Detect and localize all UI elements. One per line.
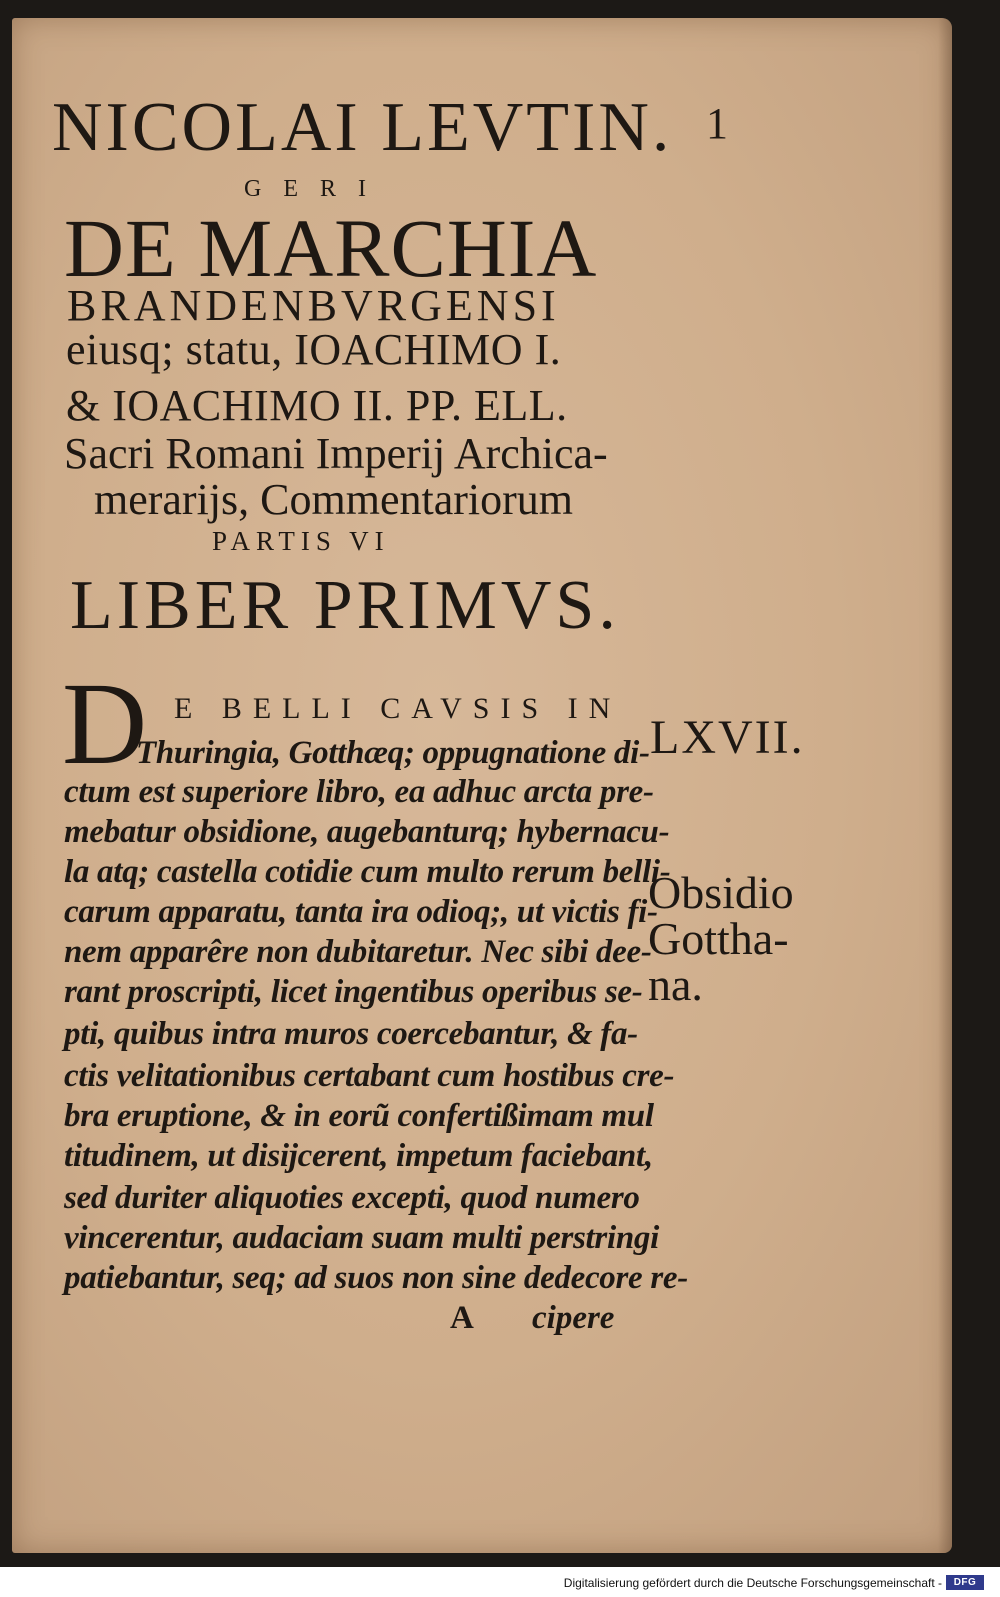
title-line: Sacri Romani Imperij Archica-: [64, 429, 608, 478]
title-main: DE MARCHIA: [64, 202, 598, 294]
body-line: sed duriter aliquoties excepti, quod numero: [64, 1180, 640, 1216]
footer-bar: [0, 1567, 1000, 1597]
title-author-continued: GERI: [244, 176, 388, 202]
title-line: merarijs, Commentariorum: [94, 475, 573, 524]
body-line: vincerentur, audaciam suam multi perstringi: [64, 1220, 659, 1256]
catchword: cipere: [532, 1300, 615, 1336]
body-line: la atq; castella cotidie cum multo rerum belli-: [64, 854, 671, 890]
body-line: rant proscripti, licet ingentibus operibus se-: [64, 974, 643, 1010]
body-line: ctis velitationibus certabant cum hostibus cre-: [64, 1058, 675, 1094]
body-line: patiebantur, seq; ad suos non sine dedecore re-: [64, 1260, 688, 1296]
body-line: Thuringia, Gotthæq; oppugnatione di-: [136, 735, 650, 771]
body-line: ctum est superiore libro, ea adhuc arcta pre-: [64, 774, 654, 810]
body-line: titudinem, ut disijcerent, impetum faciebant,: [64, 1138, 653, 1174]
title-author: NICOLAI LEVTIN.: [52, 89, 673, 166]
page-number: 1: [706, 99, 728, 148]
title-book: LIBER PRIMVS.: [70, 567, 620, 644]
chapter-number: LXVII.: [650, 711, 805, 764]
body-line: carum apparatu, tanta ira odioq;, ut victis fi-: [64, 894, 658, 930]
title-subtitle: BRANDENBVRGENSI: [67, 281, 560, 330]
body-line: pti, quibus intra muros coercebantur, & fa-: [64, 1016, 638, 1052]
title-line: eiusq; statu, IOACHIMO I.: [66, 325, 562, 374]
title-line: & IOACHIMO II. PP. ELL.: [66, 381, 568, 430]
dfg-logo: DFG: [946, 1575, 984, 1590]
footer-credit: Digitalisierung gefördert durch die Deutsche Forschungsgemeinschaft -: [563, 1576, 942, 1590]
body-line: nem apparêre non dubitaretur. Nec sibi dee-: [64, 934, 652, 970]
margin-note: na.: [648, 959, 703, 1010]
drop-cap: D: [62, 658, 148, 789]
signature-mark: A: [450, 1300, 474, 1336]
margin-note: Obsidio: [648, 867, 794, 918]
body-line: mebatur obsidione, augebanturq; hybernacu-: [64, 814, 670, 850]
margin-note: Gottha-: [648, 913, 789, 964]
body-line: bra eruptione, & in eorũ confertißimam mul: [64, 1098, 654, 1134]
body-line: E BELLI CAVSIS IN: [174, 692, 622, 725]
book-page: [12, 18, 952, 1553]
title-part: PARTIS VI: [212, 526, 390, 556]
